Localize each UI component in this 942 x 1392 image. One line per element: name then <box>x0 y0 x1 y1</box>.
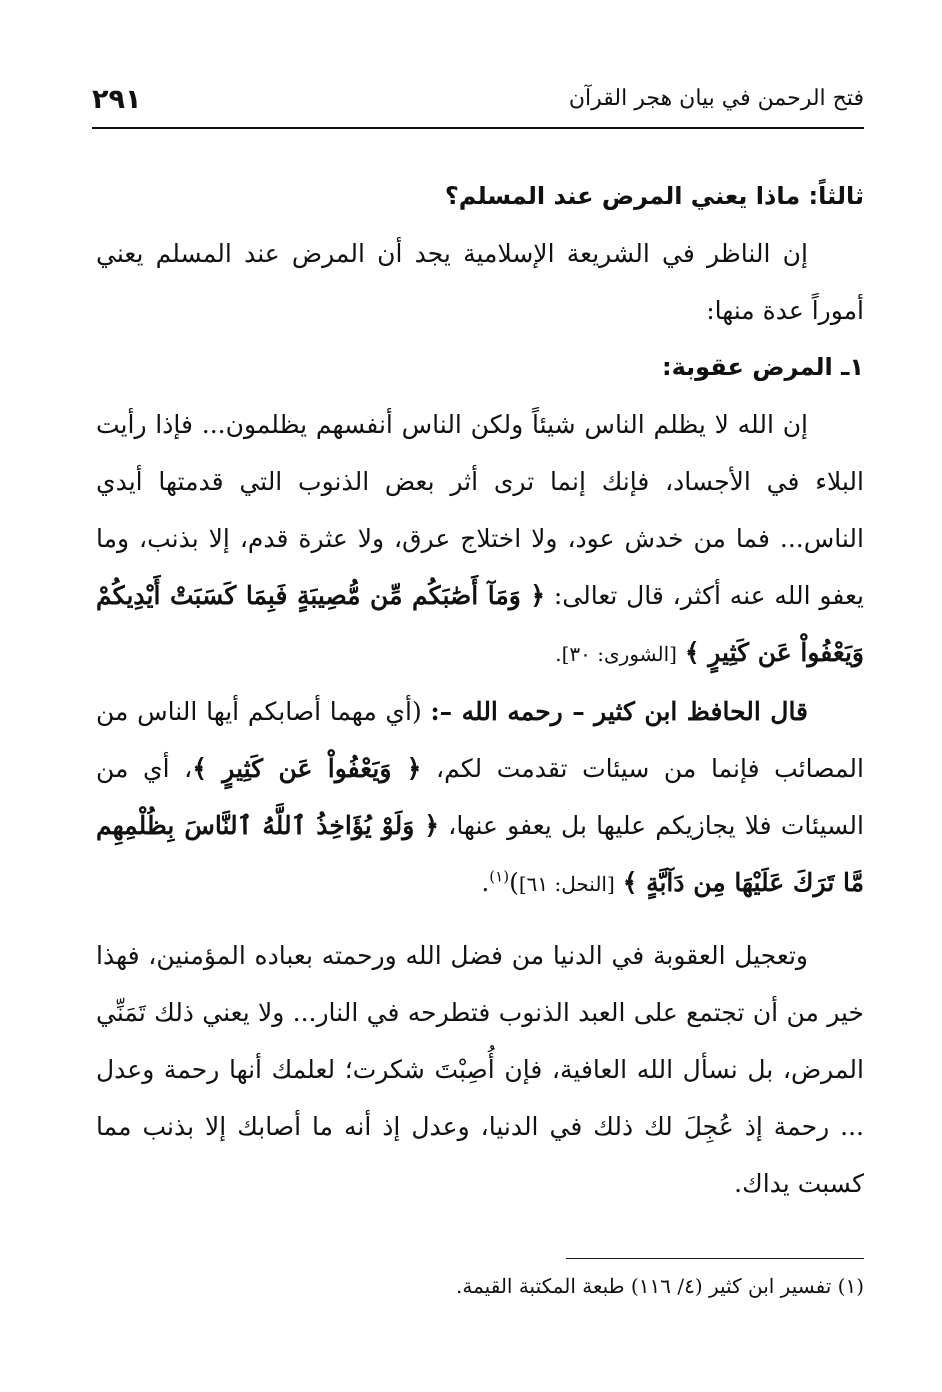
verse-reference: [الشورى: ٣٠]. <box>555 642 677 666</box>
paragraph-ibn-kathir <box>96 683 864 913</box>
section-title: ثالثاً: ماذا يعني المرض عند المسلم؟ <box>444 182 864 210</box>
quote-close: ) <box>509 868 519 897</box>
paragraph-hastening: وتعجيل العقوبة في الدنيا من فضل الله ورحمته بعباده المؤمنين، فهذا خير من أن تجتمع على العبد الذنوب فتطرحه في النار... ولا يعني ذلك تَمَنِّي المرض، بل نسأل الله العافية، فإن أُصِبْتَ شكرت؛ لعلمك أنها رحمة وعدل ... رحمة إذ عُجِلَ لك ذلك في الدنيا، وعدل إذ أنه ما أصابك إلا بذنب مما كسبت يداك. <box>96 941 864 1198</box>
paragraph-punishment <box>96 396 864 683</box>
intro-paragraph: إن الناظر في الشريعة الإسلامية يجد أن المرض عند المسلم يعني أموراً عدة منها: <box>96 239 864 325</box>
header-divider <box>92 127 864 129</box>
sentence-end: . <box>481 868 490 897</box>
running-header <box>92 84 864 124</box>
footnote-marker[interactable]: (١) <box>489 867 510 886</box>
book-title: فتح الرحمن في بيان هجر القرآن <box>568 86 864 111</box>
footnote-divider <box>566 1258 864 1259</box>
main-text <box>96 168 864 1212</box>
footnote: (١) تفسير ابن كثير (٤/ ١١٦) طبعة المكتبة القيمة. <box>456 1274 864 1298</box>
paragraph-text: إن الله لا يظلم الناس شيئاً ولكن الناس أنفسهم يظلمون... فإذا رأيت البلاء في الأجساد، فإنك إنما ترى أثر بعض الذنوب التي قدمتها أيدي الناس... فما من خدش عود، ولا اختلاج عرق، ولا عثرة قدم، إلا بذنب، وما يعفو الله عنه أكثر، قال تعالى: <box>96 410 864 610</box>
quran-verse: ﴿ وَلَوْ يُؤَاخِذُ ٱللَّهُ ٱلنَّاسَ بِظُلْمِهِم مَّا تَرَكَ عَلَيْهَا مِن دَآبَّةٍ ﴾ <box>96 811 864 897</box>
quote-attribution: قال الحافظ ابن كثير – رحمه الله –: <box>430 697 809 726</box>
point-heading: ١ـ المرض عقوبة: <box>662 353 864 381</box>
quran-verse: ﴿ وَمَآ أَصَٰبَكُم مِّن مُّصِيبَةٍ فَبِمَا كَسَبَتْ أَيْدِيكُمْ وَيَعْفُواْ عَن كَثِيرٍ ﴾ <box>96 581 864 667</box>
verse-reference: [النحل: ٦١] <box>518 872 615 896</box>
page-number: ٢٩١ <box>92 84 142 115</box>
quote-text: (أي مهما أصابكم أيها الناس من المصائب فإنما من سيئات تقدمت لكم، <box>96 697 864 783</box>
quran-verse: ﴿ وَيَعْفُواْ عَن كَثِيرٍ ﴾ <box>192 754 422 783</box>
paragraph-gap <box>96 913 864 927</box>
quote-text: ، أي من السيئات فلا يجازيكم عليها بل يعفو عنها، <box>96 754 864 840</box>
